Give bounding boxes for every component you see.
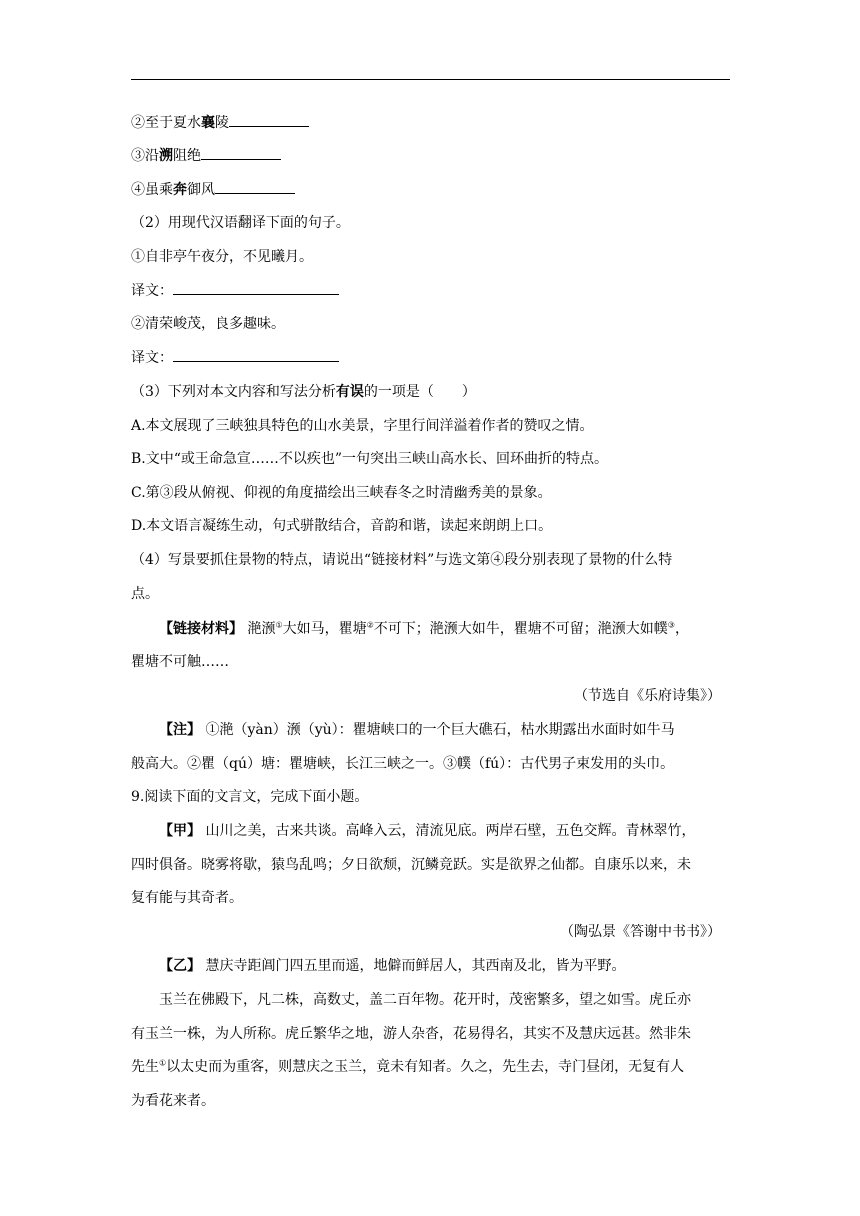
- sentence-1: ①自非亭午夜分，不见曦月。: [131, 249, 313, 265]
- question-4: （4）写景要抓住景物的特点，请说出“链接材料”与选文第④段分别表现了景物的什么特: [131, 552, 673, 568]
- link-source: （节选自《乐府诗集》）: [574, 688, 721, 704]
- text-yi-p2-cont-2: 先生①以太史而为重客，则慧庆之玉兰，竟未有知者。久之，先生去，寺门昼闭，无复有人: [131, 1058, 685, 1075]
- text-yi-p2: 玉兰在佛殿下，凡二株，高数丈，盖二百年物。花开时，茂密繁多，望之如雪。虎丘亦: [159, 992, 691, 1008]
- link-material-cont: 瞿塘不可触……: [131, 654, 229, 670]
- text-jia: 【甲】 山川之美，古来共谈。高峰入云，清流见底。两岸石壁，五色交辉。青林翠竹，: [159, 823, 696, 839]
- answer-blank[interactable]: [173, 349, 339, 362]
- text-jia-cont-1: 四时俱备。晓雾将歇，猿鸟乱鸣；夕日欲颓，沉鳞竞跃。实是欲界之仙都。自康乐以来，未: [131, 857, 691, 873]
- vocab-item-3: ③沿溯阻绝: [131, 147, 731, 165]
- question-2: （2）用现代汉语翻译下面的句子。: [131, 215, 350, 231]
- answer-blank[interactable]: [173, 282, 339, 295]
- text-yi-p2-cont-3: 为看花来者。: [131, 1093, 215, 1109]
- vocab-item-4: ④虽乘奔御风: [131, 181, 731, 199]
- answer-blank[interactable]: [229, 114, 309, 127]
- header-rule: [131, 79, 730, 80]
- text-jia-cont-2: 复有能与其奇者。: [131, 890, 243, 906]
- translation-line-1: 译文：: [131, 282, 731, 300]
- option-c: C.第③段从俯视、仰视的角度描绘出三峡春冬之时清幽秀美的景象。: [131, 485, 552, 501]
- sentence-2: ②清荣峻茂，良多趣味。: [131, 316, 285, 332]
- option-b: B.文中“或王命急宣……不以疾也”一句突出三峡山高水长、回环曲折的特点。: [131, 451, 609, 467]
- option-d: D.本文语言凝练生动，句式骈散结合，音韵和谐，读起来朗朗上口。: [131, 518, 553, 534]
- answer-blank[interactable]: [201, 147, 281, 160]
- vocab-item-2: ②至于夏水襄陵: [131, 114, 731, 132]
- option-a: A.本文展现了三峡独具特色的山水美景，字里行间洋溢着作者的赞叹之情。: [131, 418, 594, 434]
- note-cont: 般高大。②瞿（qú）塘：瞿塘峡，长江三峡之一。③幞（fú）：古代男子束发用的头巾。: [131, 756, 675, 772]
- question-4-cont: 点。: [131, 586, 159, 602]
- question-9: 9.阅读下面的文言文，完成下面小题。: [131, 789, 369, 805]
- text-yi-p2-cont-1: 有玉兰一株，为人所称。虎丘繁华之地，游人杂沓，花易得名，其实不及慧庆远甚。然非朱: [131, 1026, 691, 1042]
- translation-line-2: 译文：: [131, 349, 731, 367]
- jia-source: （陶弘景《答谢中书书》）: [560, 924, 721, 940]
- question-3: （3）下列对本文内容和写法分析有误的一项是（ ）: [131, 384, 476, 400]
- note: 【注】 ①滟（yàn）滪（yù）：瞿塘峡口的一个巨大礁石，枯水期露出水面时如牛马: [159, 722, 675, 738]
- text-yi: 【乙】 慧庆寺距阊门四五里而遥，地僻而鲜居人，其西南及北，皆为平野。: [159, 958, 626, 974]
- link-material: 【链接材料】 滟滪①大如马，瞿塘②不可下；滟滪大如牛，瞿塘不可留；滟滪大如幞③，: [159, 620, 689, 637]
- answer-blank[interactable]: [215, 181, 295, 194]
